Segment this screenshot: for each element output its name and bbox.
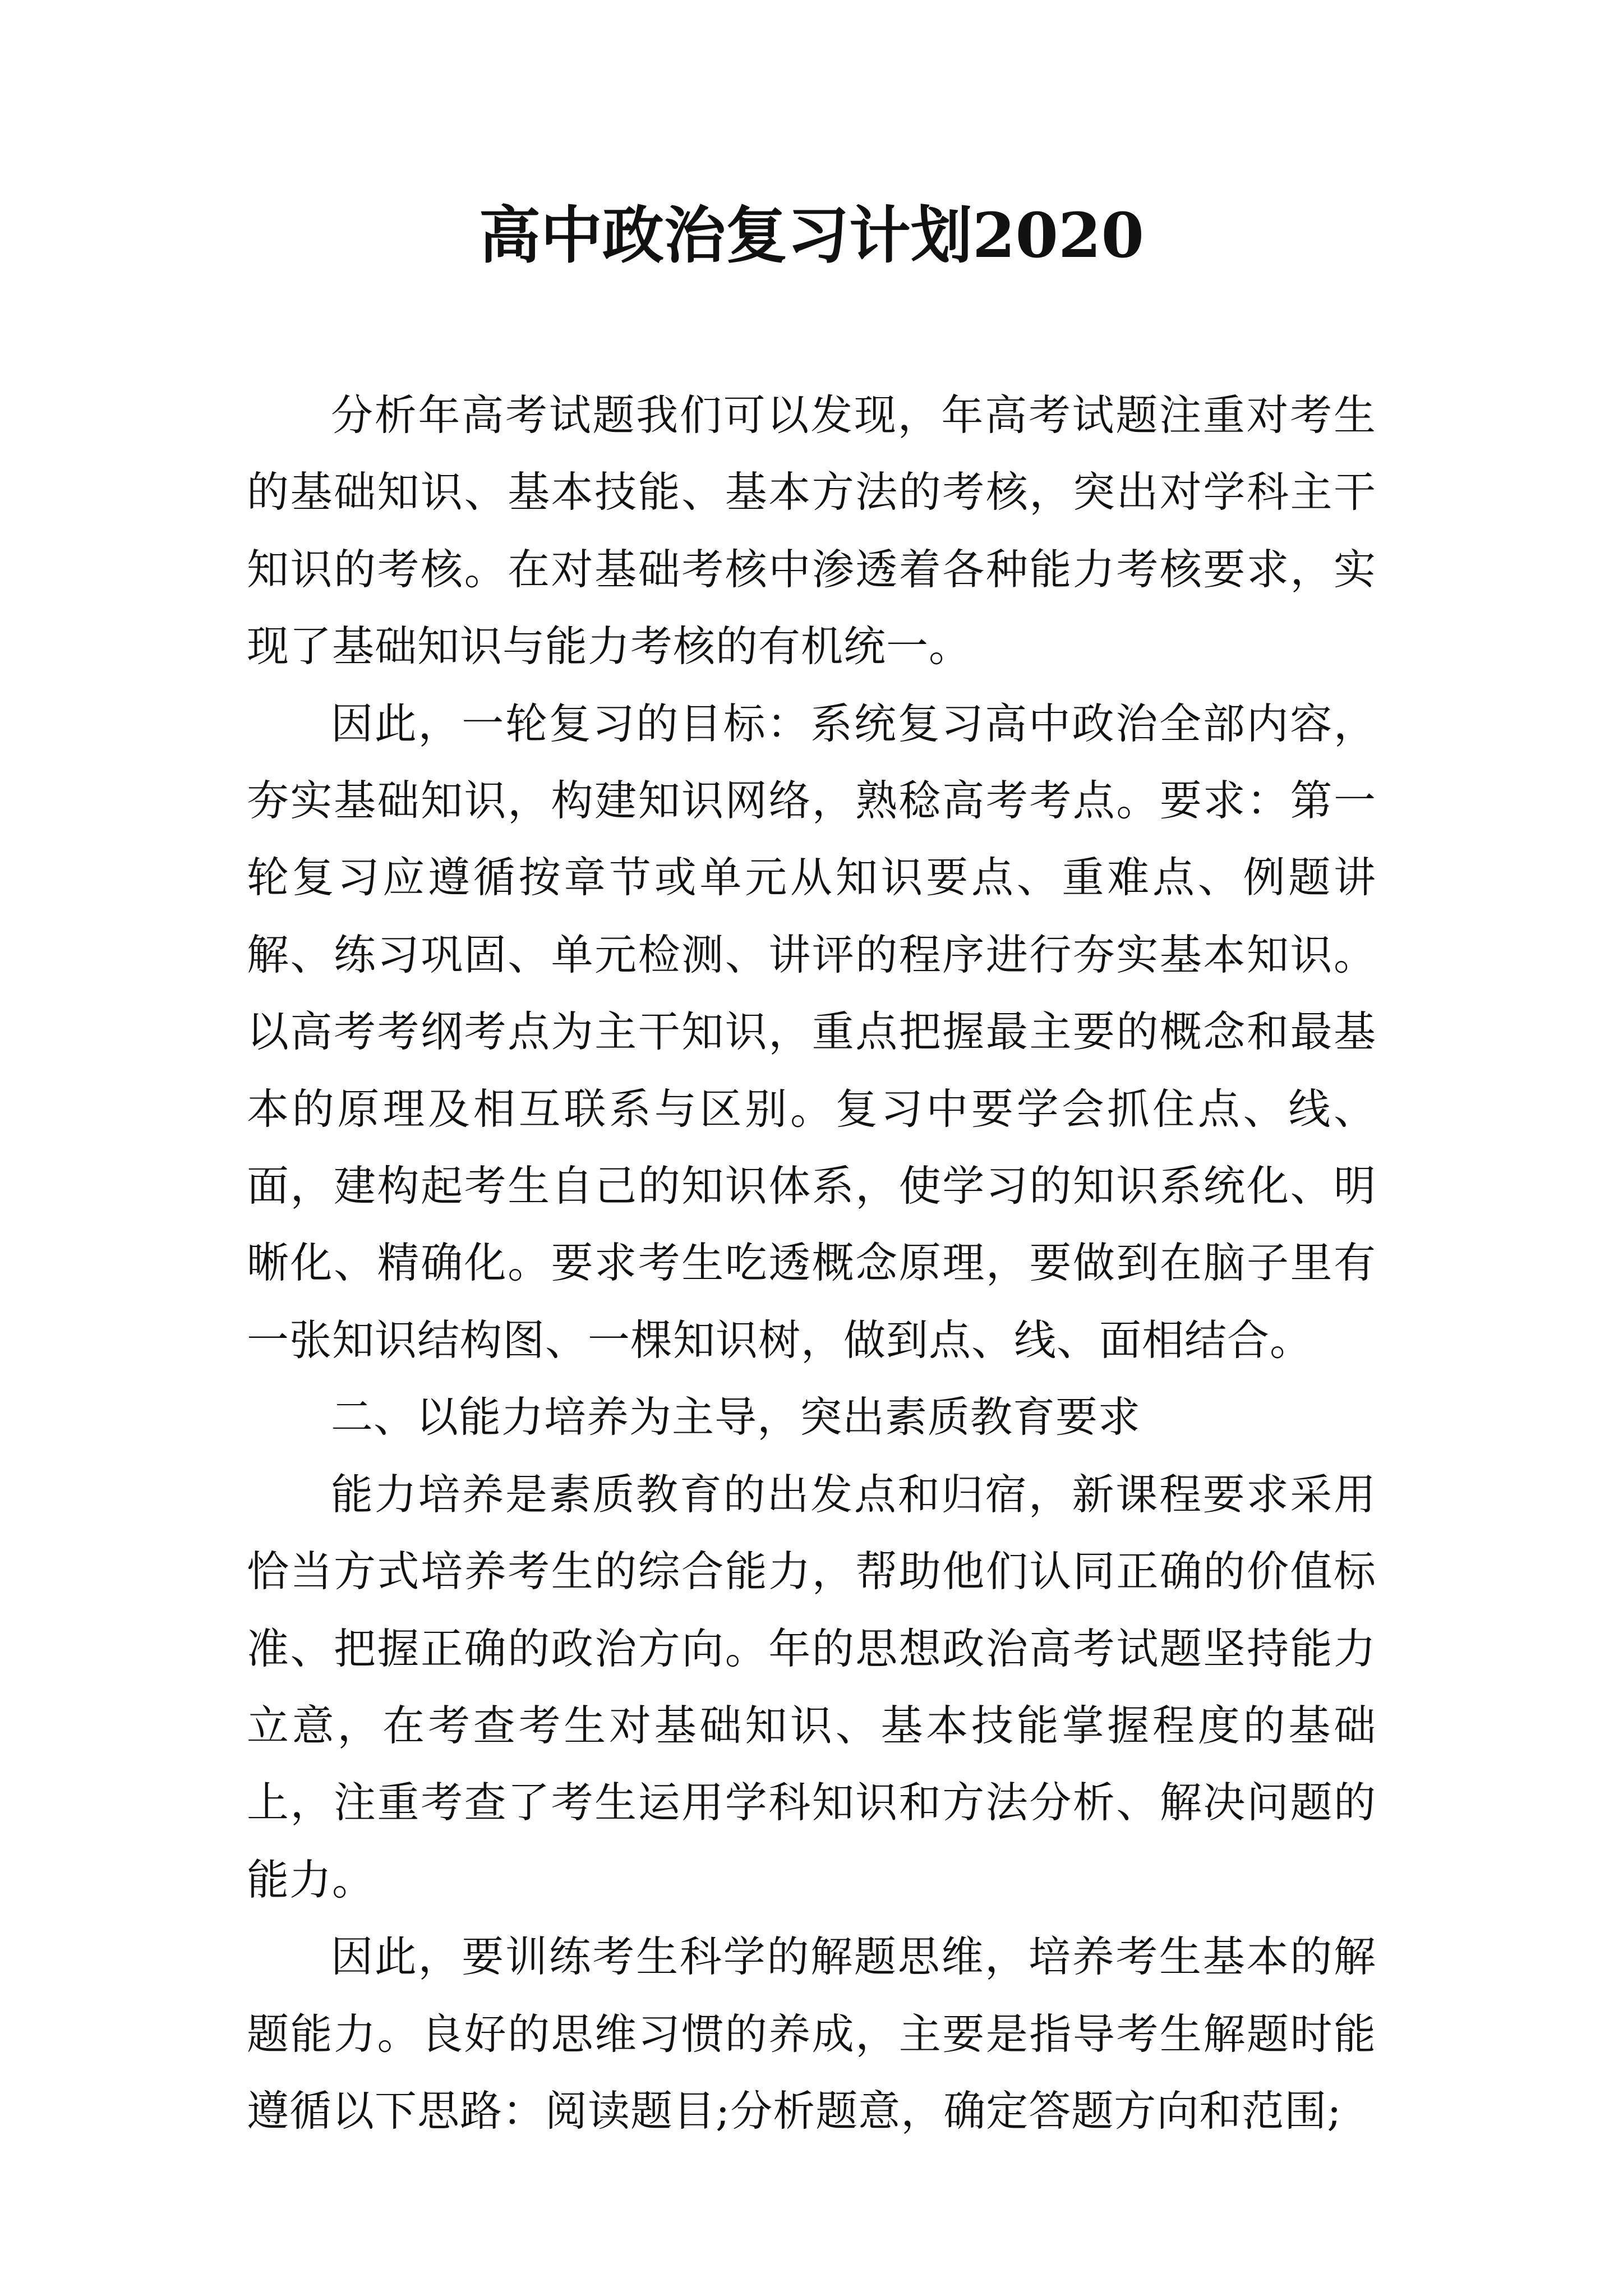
document-title: 高中政治复习计划2020 [478,199,1145,272]
document-body [247,377,1376,2150]
paragraph-1: 分析年高考试题我们可以发现，年高考试题注重对考生的基础知识、基本技能、基本方法的考核，突出对学科主干知识的考核。在对基础考核中渗透着各种能力考核要求，实现了基础知识与能力考核的有机统一。 [247,390,1376,671]
section-heading-2: 二、以能力培养为主导，突出素质教育要求 [331,1392,1141,1442]
paragraph-3: 能力培养是素质教育的出发点和归宿，新课程要求采用恰当方式培养考生的综合能力，帮助他们认同正确的价值标准、把握正确的政治方向。年的思想政治高考试题坚持能力立意，在考查考生对基础知识、基本技能掌握程度的基础上，注重考查了考生运用学科知识和方法分析、解决问题的能力。 [247,1469,1376,1904]
paragraph-4: 因此，要训练考生科学的解题思维，培养考生基本的解题能力。良好的思维习惯的养成，主要是指导考生解题时能遵循以下思路：阅读题目;分析题意，确定答题方向和范围; [247,1932,1376,2136]
paragraph-2: 因此，一轮复习的目标：系统复习高中政治全部内容，夯实基础知识，构建知识网络，熟稔高考考点。要求：第一轮复习应遵循按章节或单元从知识要点、重难点、例题讲解、练习巩固、单元检测、讲评的程序进行夯实基本知识。以高考考纲考点为主干知识，重点把握最主要的概念和最基本的原理及相互联系与区别。复习中要学会抓住点、线、面，建构起考生自己的知识体系，使学习的知识系统化、明晰化、精确化。要求考生吃透概念原理，要做到在脑子里有一张知识结构图、一棵知识树，做到点、线、面相结合。 [247,698,1376,1365]
